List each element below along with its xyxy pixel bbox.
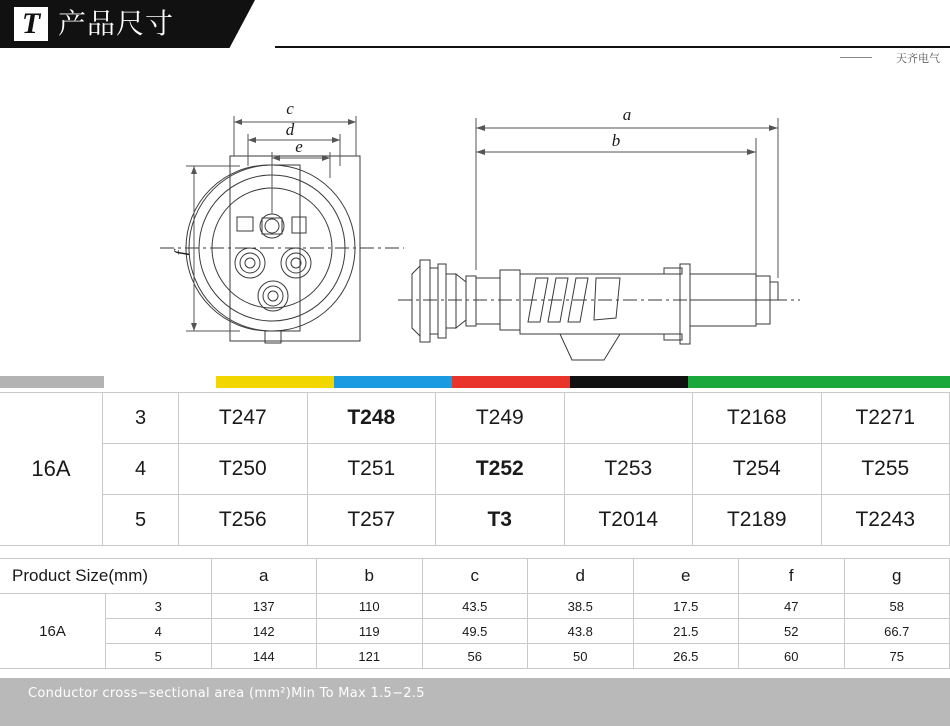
size-table	[0, 558, 950, 669]
model-cell: T249	[436, 393, 565, 444]
table-row	[0, 495, 950, 546]
size-col-a: a	[211, 559, 317, 594]
dim-label-b: b	[611, 131, 621, 150]
size-cell: 137	[211, 594, 317, 619]
size-cell: 17.5	[633, 594, 739, 619]
size-col-e: e	[633, 559, 739, 594]
color-bar-segment-1	[104, 376, 216, 388]
size-cell: 58	[844, 594, 950, 619]
header-divider	[275, 46, 950, 48]
size-table-title: Product Size(mm)	[0, 559, 211, 594]
size-poles: 5	[106, 644, 212, 669]
color-bar-segment-0	[0, 376, 104, 388]
size-cell: 66.7	[844, 619, 950, 644]
color-bar-segment-7	[812, 376, 950, 388]
model-table	[0, 392, 950, 546]
size-col-g: g	[844, 559, 950, 594]
model-cell: T257	[307, 495, 436, 546]
size-cell: 144	[211, 644, 317, 669]
size-cell: 52	[739, 619, 845, 644]
model-poles: 3	[103, 393, 179, 444]
model-cell: T254	[693, 444, 822, 495]
model-cell: T247	[179, 393, 308, 444]
dim-label-d: d	[285, 120, 295, 139]
model-cell: T250	[179, 444, 308, 495]
table-row	[0, 619, 950, 644]
size-table-wrap	[0, 558, 950, 669]
size-col-f: f	[739, 559, 845, 594]
size-poles: 4	[106, 619, 212, 644]
size-cell: 50	[528, 644, 634, 669]
size-cell: 43.5	[422, 594, 528, 619]
model-cell: T256	[179, 495, 308, 546]
model-cell: T2243	[821, 495, 950, 546]
size-cell: 38.5	[528, 594, 634, 619]
size-amp-label: 16A	[0, 594, 106, 669]
model-cell: T2014	[564, 495, 693, 546]
brand-name: 天齐电气	[896, 52, 940, 65]
size-cell: 121	[317, 644, 423, 669]
color-bar-segment-4	[452, 376, 570, 388]
size-cell: 26.5	[633, 644, 739, 669]
size-table-header-row	[0, 559, 950, 594]
color-bar-segment-5	[570, 376, 688, 388]
model-cell-empty	[564, 393, 693, 444]
dim-label-f: f	[171, 250, 190, 256]
size-cell: 60	[739, 644, 845, 669]
table-row	[0, 393, 950, 444]
color-bar-segment-2	[216, 376, 334, 388]
dim-label-c: c	[286, 99, 294, 118]
dim-label-a: a	[622, 105, 632, 124]
table-row	[0, 594, 950, 619]
model-cell: T3	[436, 495, 565, 546]
model-cell: T252	[436, 444, 565, 495]
size-poles: 3	[106, 594, 212, 619]
dim-label-e: e	[295, 137, 303, 156]
size-col-b: b	[317, 559, 423, 594]
model-cell: T2168	[693, 393, 822, 444]
size-cell: 21.5	[633, 619, 739, 644]
model-cell: T2271	[821, 393, 950, 444]
product-dimension-drawing	[0, 78, 950, 368]
color-bar	[0, 376, 950, 388]
size-cell: 142	[211, 619, 317, 644]
header-white-area	[300, 0, 950, 48]
size-cell: 47	[739, 594, 845, 619]
table-row	[0, 444, 950, 495]
size-cell: 75	[844, 644, 950, 669]
model-poles: 4	[103, 444, 179, 495]
model-cell: T248	[307, 393, 436, 444]
logo-letter: T	[21, 7, 41, 40]
footer-note: Conductor cross−sectional area (mm²)Min To Max 1.5−2.5	[28, 686, 425, 701]
size-col-d: d	[528, 559, 634, 594]
size-cell: 119	[317, 619, 423, 644]
brand-dash	[840, 57, 872, 58]
logo-badge	[14, 7, 48, 41]
size-cell: 110	[317, 594, 423, 619]
model-cell: T253	[564, 444, 693, 495]
page-title: 产品尺寸	[58, 7, 175, 40]
table-row	[0, 644, 950, 669]
model-cell: T2189	[693, 495, 822, 546]
model-cell: T251	[307, 444, 436, 495]
color-bar-segment-3	[334, 376, 452, 388]
size-cell: 56	[422, 644, 528, 669]
model-amp-label: 16A	[0, 393, 103, 546]
model-poles: 5	[103, 495, 179, 546]
size-cell: 49.5	[422, 619, 528, 644]
size-cell: 43.8	[528, 619, 634, 644]
size-col-c: c	[422, 559, 528, 594]
model-cell: T255	[821, 444, 950, 495]
color-bar-segment-6	[688, 376, 812, 388]
page-header	[0, 0, 950, 48]
